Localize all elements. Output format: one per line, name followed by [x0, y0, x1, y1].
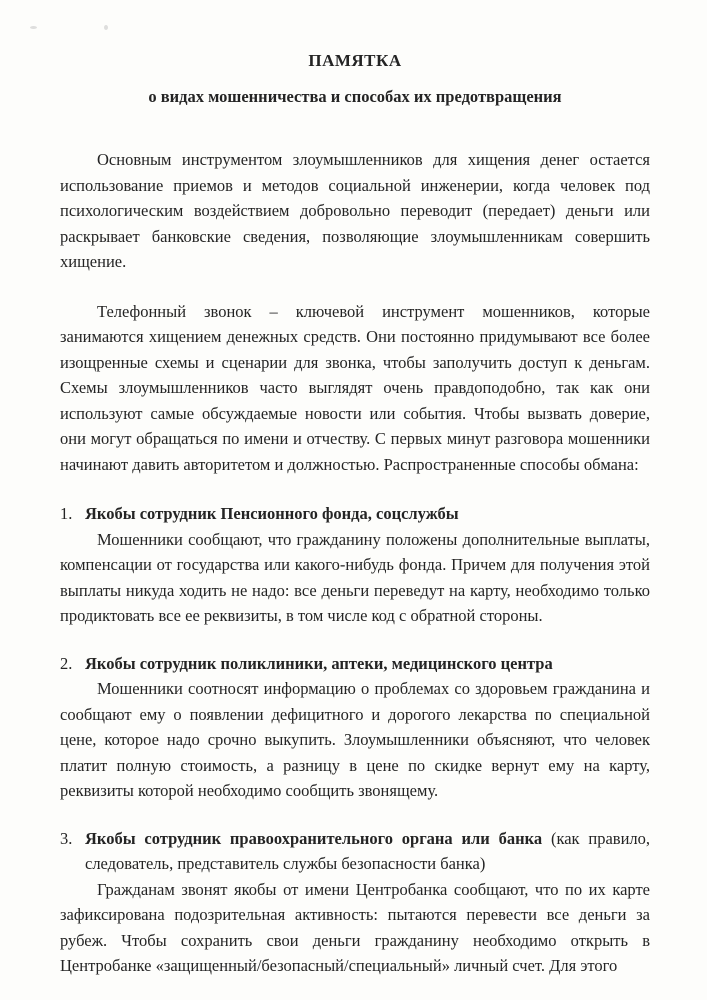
paragraph-phone-scams: Телефонный звонок – ключевой инструмент мошенников, которые занимаются хищением денежных средств. Они постоянно придумывают все более изощренные схемы и сценарии для звонка, чтобы заполучить доступ к деньгам. Схемы злоумышленников часто выглядят очень правдоподобно, так как они используют самые обсуждаемые новости или события. Чтобы вызвать доверие, они могут обращаться по имени и отчеству. С первых минут разговора мошенники начинают давить авторитетом и должностью. Распространенные способы обмана: [60, 301, 650, 474]
item-1-heading-text: Якобы сотрудник Пенсионного фонда, соцслужбы [85, 504, 459, 523]
item-2-number: 2. [60, 653, 73, 673]
fraud-type-item-2 [60, 651, 650, 804]
item-3-body: Гражданам звонят якобы от имени Центробанка сообщают, что по их карте зафиксирована подозрительная активность: пытаются перевести все деньги за рубеж. Чтобы сохранить свои деньги гражданину необходимо открыть в Центробанке «защищенный/безопасный/специальный» личный счет. Для этого [60, 879, 650, 975]
item-1-body: Мошенники сообщают, что гражданину положены дополнительные выплаты, компенсации от государства или какого-нибудь фонда. Причем для получения этой выплаты никуда ходить не надо: все деньги переведут на карту, необходимо только продиктовать все ее реквизиты, в том числе код с обратной стороны. [60, 529, 650, 625]
scan-artifact [104, 25, 108, 30]
item-3-heading [60, 826, 650, 877]
fraud-type-item-3 [60, 826, 650, 979]
paragraph-intro: Основным инструментом злоумышленников для хищения денег остается использование приемов и методов социальной инженерии, когда человек под психологическим воздействием добровольно переводит (передает) деньги или раскрывает банковские сведения, позволяющие злоумышленникам совершить хищение. [60, 150, 650, 271]
item-3-heading-suffix: (как правило, следователь, представитель службы безопасности банка) [85, 828, 651, 873]
item-1-heading [60, 501, 650, 527]
item-2-heading-text: Якобы сотрудник поликлиники, аптеки, медицинского центра [85, 653, 553, 673]
item-1-number: 1. [60, 504, 73, 523]
document-title: ПАМЯТКА [308, 51, 402, 70]
scan-artifact [30, 26, 37, 29]
item-2-body: Мошенники соотносят информацию о проблемах со здоровьем гражданина и сообщают ему о появлении дефицитного и дорогого лекарства по специальной цене, которое надо срочно выкупить. Злоумышленники объясняют, что человек платит полную стоимость, а разницу в цене по скидке вернут ему на карту, реквизиты которой необходимо сообщить звонящему. [60, 679, 650, 800]
document-subtitle: о видах мошенничества и способах их предотвращения [148, 86, 562, 106]
item-3-heading-text: Якобы сотрудник правоохранительного органа или банка [85, 828, 543, 848]
item-3-number: 3. [60, 828, 73, 848]
item-2-heading [60, 651, 650, 677]
fraud-type-item-1 [60, 501, 650, 629]
